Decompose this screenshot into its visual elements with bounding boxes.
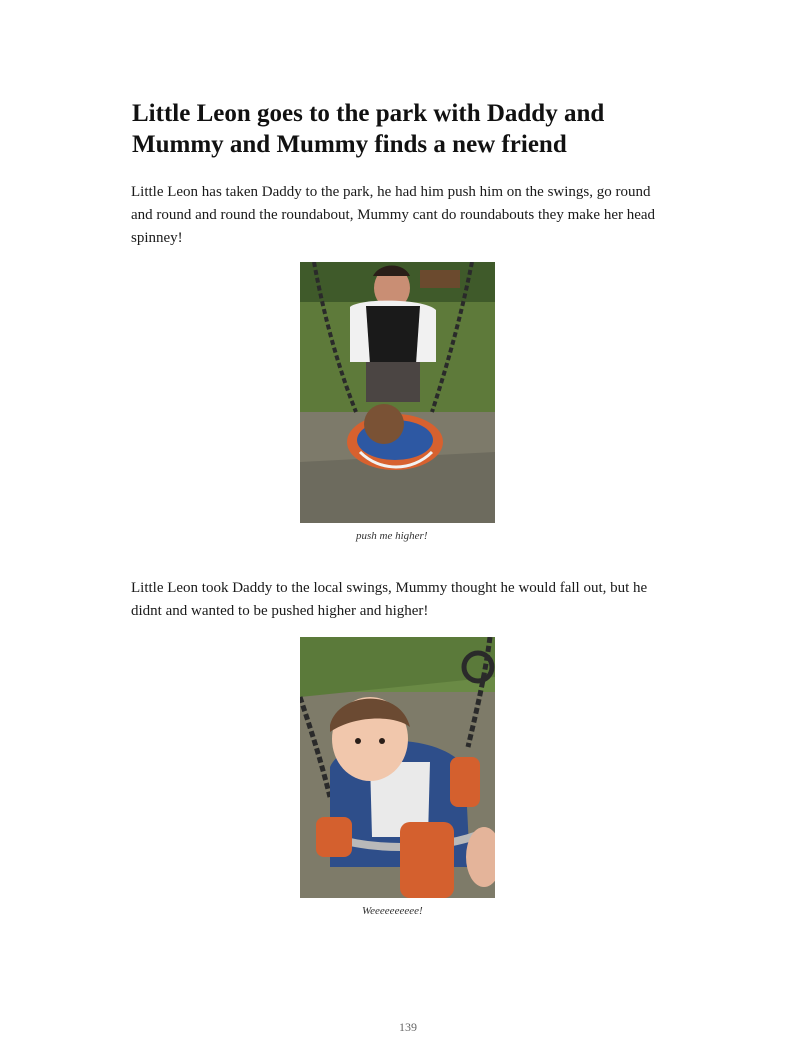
paragraph-swings: Little Leon took Daddy to the local swings, Mummy thought he would fall out, but he didnt and wanted to be pushed higher and higher! bbox=[131, 580, 648, 619]
paragraph-intro: Little Leon has taken Daddy to the park, he had him push him on the swings, go round and round and round the roundabout, Mummy cant do roundabouts they make her head spinney! bbox=[131, 184, 656, 246]
page-title: Little Leon goes to the park with Daddy and Mummy and Mummy finds a new friend bbox=[132, 100, 605, 158]
figure-caption-1: push me higher! bbox=[356, 530, 428, 542]
photo-leon-swing bbox=[300, 637, 495, 898]
page-number: 139 bbox=[399, 1020, 417, 1034]
photo-swing-push bbox=[300, 262, 495, 523]
figure-caption-2: Weeeeeeeeee! bbox=[362, 905, 423, 917]
